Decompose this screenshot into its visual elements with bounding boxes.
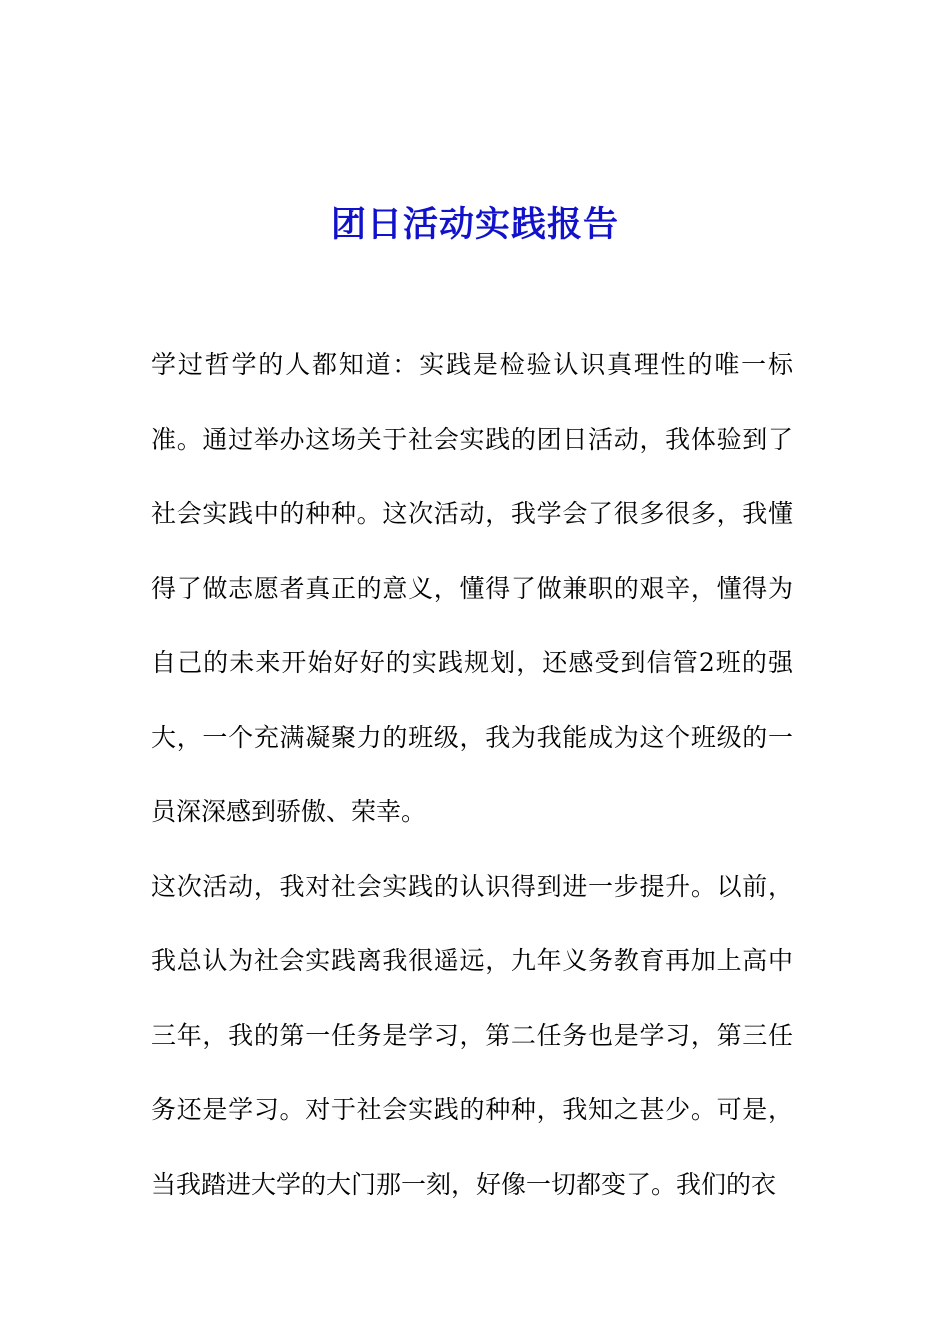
document-body <box>151 328 793 1222</box>
document-title: 团日活动实践报告 <box>330 204 619 246</box>
paragraph-1: 学过哲学的人都知道：实践是检验认识真理性的唯一标准。通过举办这场关于社会实践的团日活动，我体验到了社会实践中的种种。这次活动，我学会了很多很多，我懂得了做志愿者真正的意义，懂得了做兼职的艰辛，懂得为自己的未来开始好好的实践规划，还感受到信管2班的强大，一个充满凝聚力的班级，我为我能成为这个班级的一员深深感到骄傲、荣幸。 <box>151 350 793 826</box>
paragraph-2: 这次活动，我对社会实践的认识得到进一步提升。以前，我总认为社会实践离我很遥远，九年义务教育再加上高中三年，我的第一任务是学习，第二任务也是学习，第三任务还是学习。对于社会实践的种种，我知之甚少。可是，当我踏进大学的大门那一刻，好像一切都变了。我们的衣 <box>151 871 793 1199</box>
